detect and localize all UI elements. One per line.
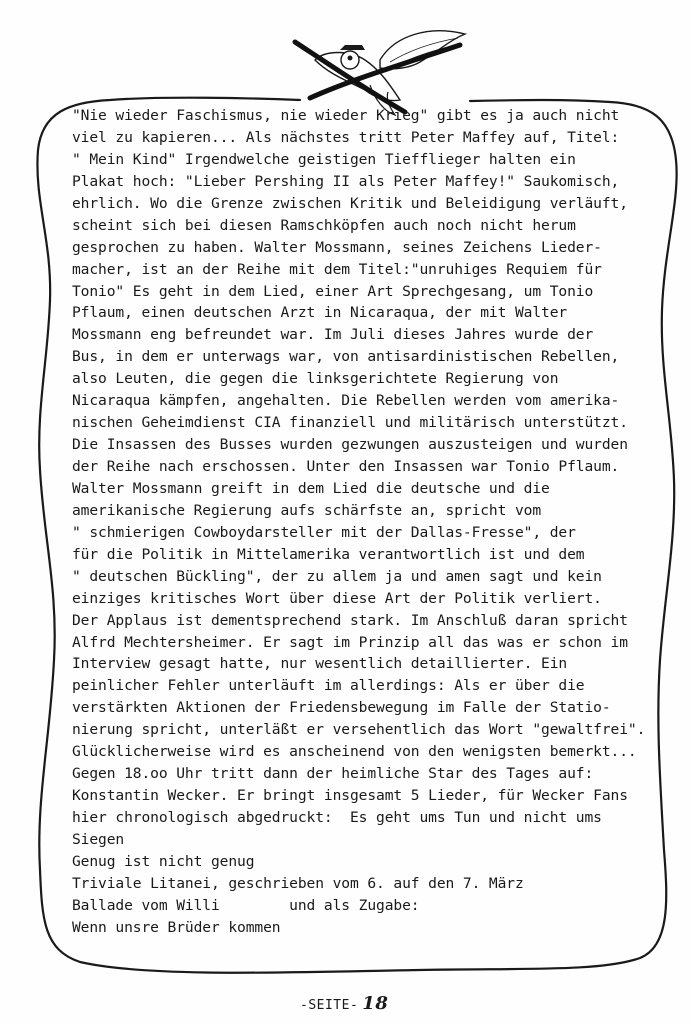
text-line: Plakat hoch: "Lieber Pershing II als Peter Maffey!" Saukomisch,	[72, 172, 620, 190]
text-line: Die Insassen des Busses wurden gezwungen auszusteigen und wurden	[72, 436, 628, 454]
text-line: der Reihe nach erschossen. Unter den Insassen war Tonio Pflaum.	[72, 458, 620, 475]
text-line: peinlicher Fehler unterläuft im allerdings: Als er über die	[72, 677, 585, 695]
text-line: Alfrd Mechtersheimer. Er sagt im Prinzip all das was er schon im	[72, 633, 628, 651]
text-line: amerikanische Regierung aufs schärfste an, spricht vom	[72, 501, 542, 519]
text-line: Ballade vom Willi und als Zugabe:	[72, 896, 420, 914]
text-line: " schmierigen Cowboydarsteller mit der Dallas-Fresse", der	[72, 523, 576, 541]
text-line: Triviale Litanei, geschrieben vom 6. auf den 7. März	[72, 874, 524, 892]
text-line: macher, ist an der Reihe mit dem Titel:"unruhiges Requiem für	[72, 260, 602, 278]
text-line: gesprochen zu haben. Walter Mossmann, seines Zeichens Lieder-	[72, 238, 602, 256]
text-line: Gegen 18.oo Uhr tritt dann der heimliche Star des Tages auf:	[72, 765, 594, 783]
text-line: viel zu kapieren... Als nächstes tritt Peter Maffey auf, Titel:	[72, 128, 620, 146]
text-line: Genug ist nicht genug	[72, 852, 255, 870]
text-line: Pflaum, einen deutschen Arzt in Nicaraqua, der mit Walter	[72, 304, 568, 322]
body-text	[72, 105, 646, 939]
text-line: hier chronologisch abgedruckt: Es geht ums Tun und nicht ums	[72, 809, 602, 826]
text-line: verstärkten Aktionen der Friedensbewegung im Falle der Statio-	[72, 699, 611, 717]
text-line: Konstantin Wecker. Er bringt insgesamt 5 Lieder, für Wecker Fans	[72, 787, 628, 805]
text-line: Wenn unsre Brüder kommen	[72, 918, 281, 936]
text-line: Tonio" Es geht in dem Lied, einer Art Sprechgesang, um Tonio	[72, 282, 594, 300]
text-line: Glücklicherweise wird es anscheinend von den wenigsten bemerkt...	[72, 743, 637, 761]
text-line: " Mein Kind" Irgendwelche geistigen Tiefflieger halten ein	[72, 150, 576, 168]
text-line: nierung spricht, unterläßt er versehentlich das Wort "gewaltfrei".	[72, 721, 646, 739]
text-line: Nicaraqua kämpfen, angehalten. Die Rebellen werden vom amerika-	[72, 392, 620, 410]
page-footer	[300, 993, 388, 1014]
text-line: also Leuten, die gegen die linksgerichtete Regierung von	[72, 370, 559, 388]
text-line: Bus, in dem er unterwags war, von antisardinistischen Rebellen,	[72, 348, 620, 366]
text-line: scheint sich bei diesen Ramschköpfen auch noch nicht herum	[72, 216, 576, 234]
text-line: ehrlich. Wo die Grenze zwischen Kritik und Beleidigung verläuft,	[72, 194, 628, 212]
footer-label: -SEITE-	[300, 998, 359, 1013]
text-line: " deutschen Bückling", der zu allem ja und amen sagt und kein	[72, 567, 602, 585]
page-number: 18	[362, 993, 389, 1014]
text-line: Siegen	[72, 830, 125, 848]
text-line: Walter Mossmann greift in dem Lied die deutsche und die	[72, 479, 550, 497]
text-line: Mossmann eng befreundet war. Im Juli dieses Jahres wurde der	[72, 326, 594, 344]
text-line: "Nie wieder Faschismus, nie wieder Krieg" gibt es ja auch nicht	[72, 107, 620, 124]
text-line: nischen Geheimdienst CIA finanziell und militärisch unterstützt.	[72, 414, 628, 432]
text-line: einziges kritisches Wort über diese Art der Politik verliert.	[72, 589, 602, 607]
text-line: Interview gesagt hatte, nur wesentlich detaillierter. Ein	[72, 655, 568, 673]
text-line: für die Politik in Mittelamerika verantwortlich ist und dem	[72, 545, 585, 563]
text-line: Der Applaus ist dementsprechend stark. Im Anschluß daran spricht	[72, 611, 628, 629]
